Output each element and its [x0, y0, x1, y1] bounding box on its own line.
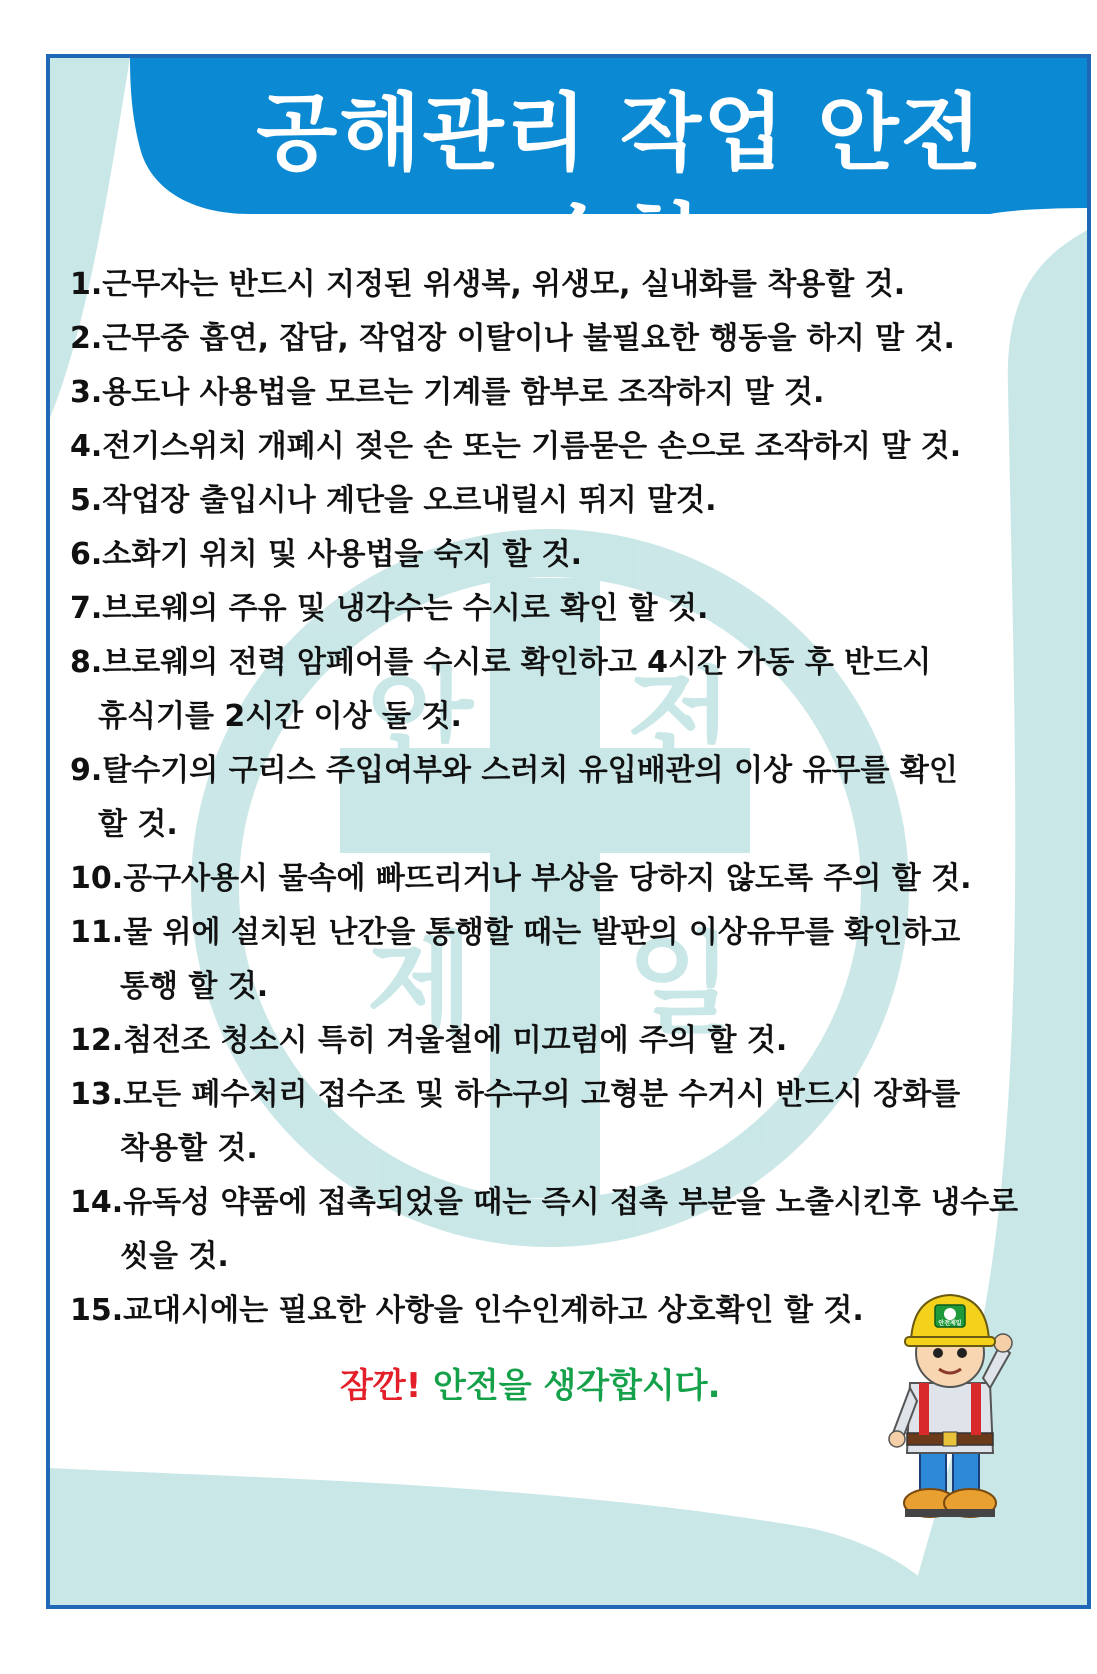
rules-list [70, 258, 1070, 1338]
poster-title: 공해관리 작업 안전수칙 [256, 84, 984, 292]
rule-text: 12.첨전조 청소시 특히 겨울철에 미끄럼에 주의 할 것. [70, 1023, 788, 1058]
rule-text: 15.교대시에는 필요한 사항을 인수인계하고 상호확인 할 것. [70, 1293, 864, 1328]
rule-item [70, 852, 1070, 906]
saluting-worker-mascot-icon [875, 1283, 1025, 1523]
watermark-char: 일 [626, 921, 734, 1049]
rule-item [70, 1176, 1070, 1284]
slogan-exclaim: 잠깐! [340, 1366, 422, 1406]
rule-item [70, 636, 1070, 744]
rule-item [70, 366, 1070, 420]
safety-slogan [340, 1358, 721, 1407]
rule-text: 9.탈수기의 구리스 주입여부와 스러치 유입배관의 이상 유무를 확인 [70, 753, 958, 788]
rule-item [70, 906, 1070, 1014]
rule-item [70, 312, 1070, 366]
watermark-char: 제 [366, 921, 474, 1049]
rule-text: 6.소화기 위치 및 사용법을 숙지 할 것. [70, 537, 583, 572]
rule-text-continued: 휴식기를 2시간 이상 둘 것. [98, 699, 462, 734]
rule-text: 4.전기스위치 개폐시 젖은 손 또는 기름묻은 손으로 조작하지 말 것. [70, 429, 962, 464]
rule-item [70, 1068, 1070, 1176]
rule-text: 1.근무자는 반드시 지정된 위생복, 위생모, 실내화를 착용할 것. [70, 267, 906, 302]
rule-text-continued: 할 것. [98, 807, 178, 842]
rule-text: 13.모든 폐수처리 접수조 및 하수구의 고형분 수거시 반드시 장화를 [70, 1077, 961, 1112]
rule-text: 8.브로웨의 전력 암페어를 수시로 확인하고 4시간 가동 후 반드시 [70, 645, 932, 680]
watermark-char: 전 [626, 656, 734, 784]
rule-item [70, 744, 1070, 852]
rule-text-continued: 착용할 것. [120, 1131, 258, 1166]
watermark-char: 안 [366, 656, 474, 784]
rule-item [70, 420, 1070, 474]
rule-text: 3.용도나 사용법을 모르는 기계를 함부로 조작하지 말 것. [70, 375, 825, 410]
rule-text: 11.물 위에 설치된 난간을 통행할 때는 발판의 이상유무를 확인하고 [70, 915, 961, 950]
rule-text-continued: 통행 할 것. [120, 969, 269, 1004]
rule-text: 14.유독성 약품에 접촉되었을 때는 즉시 접촉 부분을 노출시킨후 냉수로 [70, 1185, 1019, 1220]
rule-item [70, 528, 1070, 582]
rule-item [70, 474, 1070, 528]
rule-item [70, 1014, 1070, 1068]
rule-text: 7.브로웨의 주유 및 냉각수는 수시로 확인 할 것. [70, 591, 709, 626]
safety-rules-poster [46, 54, 1091, 1609]
rule-text: 2.근무중 흡연, 잡담, 작업장 이탈이나 불필요한 행동을 하지 말 것. [70, 321, 955, 356]
mascot-badge-text: 안전제일 [938, 1320, 962, 1327]
rule-text-continued: 씻을 것. [120, 1239, 229, 1274]
slogan-text: 안전을 생각합시다. [433, 1366, 721, 1406]
rule-item [70, 582, 1070, 636]
rule-text: 5.작업장 출입시나 계단을 오르내릴시 뛰지 말것. [70, 483, 717, 518]
rule-item [70, 258, 1070, 312]
rule-text: 10.공구사용시 물속에 빠뜨리거나 부상을 당하지 않도록 주의 할 것. [70, 861, 972, 896]
